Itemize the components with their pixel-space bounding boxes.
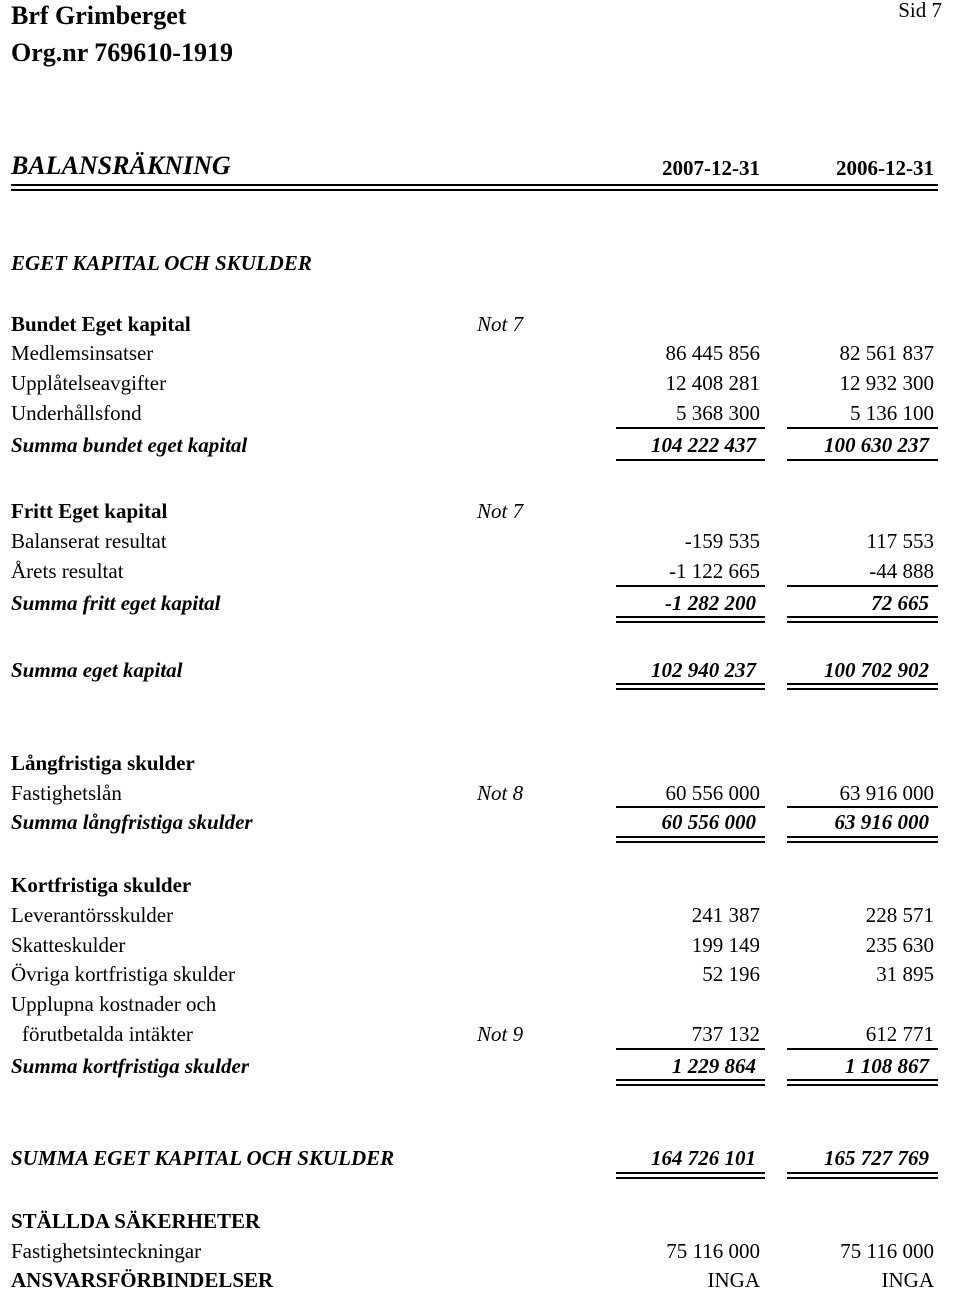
sum-value-2006: 100 630 237 (824, 433, 929, 457)
row-value-2006: 63 916 000 (839, 781, 934, 805)
row-label: Balanserat resultat (11, 529, 167, 553)
row-value-2007: -1 122 665 (669, 559, 760, 583)
total-2007: 164 726 101 (651, 1146, 756, 1170)
row-value-2006: 82 561 837 (839, 341, 934, 365)
sum-double-rule (787, 1079, 938, 1086)
subtotal-rule (616, 1048, 765, 1050)
sum-rule (616, 459, 765, 461)
subtotal-rule (787, 585, 938, 587)
row-label: Underhållsfond (11, 401, 142, 425)
stallda-heading: STÄLLDA SÄKERHETER (11, 1209, 261, 1233)
row-value-2006: 12 932 300 (839, 371, 934, 395)
row-value-2006: -44 888 (869, 559, 934, 583)
total-double-rule (616, 1172, 765, 1179)
row-label: Upplupna kostnader och (11, 992, 217, 1016)
row-label: Övriga kortfristiga skulder (11, 962, 235, 986)
sum-double-rule (616, 1079, 765, 1086)
row-value-2006: 31 895 (876, 962, 934, 986)
row-value-2006: 228 571 (865, 903, 934, 927)
sum-value-2006: 1 108 867 (845, 1054, 929, 1078)
sum-label: Summa långfristiga skulder (11, 810, 253, 834)
sum-double-rule (787, 616, 938, 623)
row-value-2006: 612 771 (865, 1022, 934, 1046)
total-double-rule (787, 1172, 938, 1179)
row-label: Fastighetsinteckningar (11, 1239, 202, 1263)
sum-double-rule (787, 683, 938, 690)
row-label: Årets resultat (11, 559, 124, 583)
subtotal-rule (616, 427, 765, 429)
org-number: Org.nr 769610-1919 (11, 38, 233, 67)
title-double-rule (11, 184, 938, 191)
row-value-2006: 117 553 (866, 529, 934, 553)
eget-sum-label: Summa eget kapital (11, 658, 183, 682)
row-label: Fastighetslån (11, 781, 122, 805)
lang-heading: Långfristiga skulder (11, 751, 195, 775)
sum-value-2006: 72 665 (871, 591, 929, 615)
sum-value-2006: 63 916 000 (834, 810, 929, 834)
company-name: Brf Grimberget (11, 1, 187, 30)
row-label: Medlemsinsatser (11, 341, 154, 365)
subtotal-rule (787, 1048, 938, 1050)
total-label: SUMMA EGET KAPITAL OCH SKULDER (11, 1146, 395, 1170)
ansvar-value-2006: INGA (881, 1268, 934, 1292)
section-heading: EGET KAPITAL OCH SKULDER (11, 251, 312, 275)
row-value-2007: 737 132 (691, 1022, 760, 1046)
eget-sum-2007: 102 940 237 (651, 658, 756, 682)
sum-value-2007: 104 222 437 (651, 433, 756, 457)
row-label: Skatteskulder (11, 933, 126, 957)
row-value-2007: 60 556 000 (665, 781, 760, 805)
row-label: Upplåtelseavgifter (11, 371, 167, 395)
subtotal-rule (787, 806, 938, 808)
lang-note: Not 8 (477, 781, 524, 805)
bundet-heading: Bundet Eget kapital (11, 312, 191, 336)
page-number: Sid 7 (898, 0, 942, 22)
page-title: BALANSRÄKNING (11, 151, 231, 180)
sum-value-2007: -1 282 200 (665, 591, 756, 615)
sum-double-rule (616, 836, 765, 843)
sum-label: Summa bundet eget kapital (11, 433, 248, 457)
row-value-2007: 52 196 (702, 962, 760, 986)
row-value-2006: 5 136 100 (850, 401, 934, 425)
row-value-2007: 5 368 300 (676, 401, 760, 425)
sum-value-2007: 1 229 864 (672, 1054, 756, 1078)
fritt-note: Not 7 (477, 499, 524, 523)
sum-double-rule (616, 683, 765, 690)
kort-heading: Kortfristiga skulder (11, 873, 192, 897)
subtotal-rule (616, 806, 765, 808)
column-header-2007: 2007-12-31 (662, 156, 760, 180)
ansvar-heading: ANSVARSFÖRBINDELSER (11, 1268, 274, 1292)
sum-label: Summa fritt eget kapital (11, 591, 221, 615)
eget-sum-2006: 100 702 902 (824, 658, 929, 682)
column-header-2006: 2006-12-31 (836, 156, 934, 180)
row-label: Leverantörsskulder (11, 903, 174, 927)
sum-rule (787, 459, 938, 461)
sum-value-2007: 60 556 000 (661, 810, 756, 834)
bundet-note: Not 7 (477, 312, 524, 336)
total-2006: 165 727 769 (824, 1146, 929, 1170)
subtotal-rule (616, 585, 765, 587)
ansvar-value-2007: INGA (707, 1268, 760, 1292)
sum-double-rule (787, 836, 938, 843)
sum-label: Summa kortfristiga skulder (11, 1054, 250, 1078)
row-value-2007: 75 116 000 (666, 1239, 760, 1263)
subtotal-rule (787, 427, 938, 429)
row-value-2007: 199 149 (691, 933, 760, 957)
sum-double-rule (616, 616, 765, 623)
row-value-2007: -159 535 (684, 529, 760, 553)
row-value-2006: 235 630 (865, 933, 934, 957)
row-label-continued: förutbetalda intäkter (22, 1022, 193, 1046)
row-value-2007: 241 387 (691, 903, 760, 927)
row-value-2007: 12 408 281 (665, 371, 760, 395)
row-value-2006: 75 116 000 (840, 1239, 934, 1263)
fritt-heading: Fritt Eget kapital (11, 499, 168, 523)
row-value-2007: 86 445 856 (665, 341, 760, 365)
kort-note: Not 9 (477, 1022, 524, 1046)
